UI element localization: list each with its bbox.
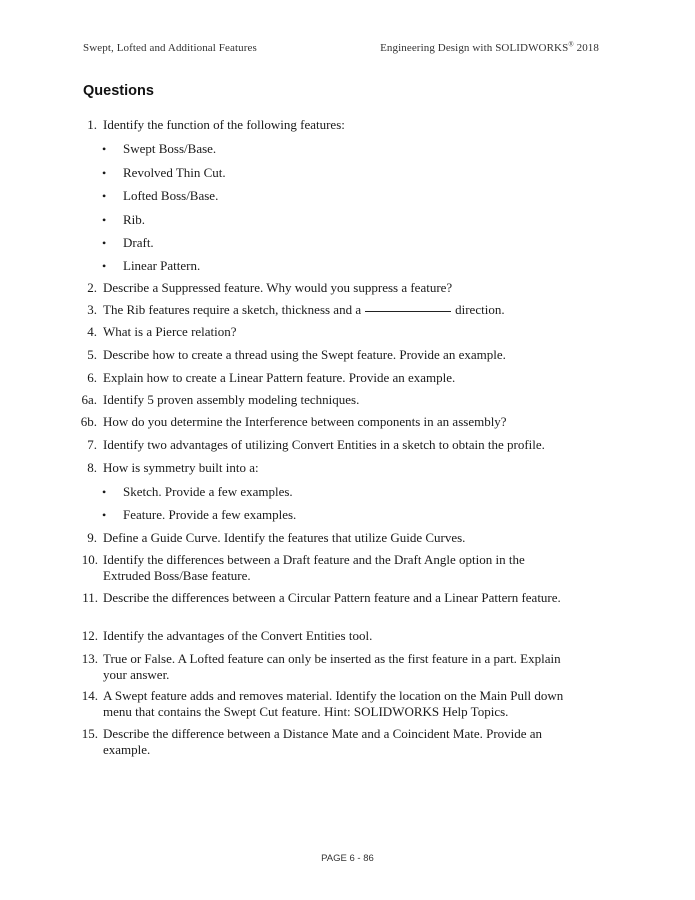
question-text: A Swept feature adds and removes material. Identify the location on the Main Pull down menu that contains the Swept Cut feature. Hint: SOLIDWORKS Help Topics. — [103, 688, 564, 719]
question-number: 6a. — [81, 392, 97, 407]
question-text: Define a Guide Curve. Identify the features that utilize Guide Curves. — [103, 530, 466, 545]
bullet-text: Draft. — [123, 235, 154, 250]
question-text-before-blank: The Rib features require a sketch, thickness and a — [103, 302, 362, 317]
question-text: Explain how to create a Linear Pattern feature. Provide an example. — [103, 370, 456, 385]
question-text: Identify the function of the following features: — [103, 117, 345, 132]
bullet-text: Feature. Provide a few examples. — [123, 507, 297, 522]
question-number: 1. — [87, 117, 97, 132]
bullet-icon: • — [102, 142, 107, 156]
question-number: 8. — [87, 460, 97, 475]
bullet-text: Lofted Boss/Base. — [123, 188, 219, 203]
question-number: 11. — [82, 590, 98, 605]
question-text: Describe a Suppressed feature. Why would you suppress a feature? — [103, 280, 453, 295]
question-number: 6b. — [80, 414, 97, 429]
question-number: 10. — [81, 552, 98, 567]
question-text: Identify 5 proven assembly modeling techniques. — [103, 392, 360, 407]
question-text: How do you determine the Interference between components in an assembly? — [103, 414, 507, 429]
question-number: 6. — [87, 370, 97, 385]
bullet-icon: • — [102, 508, 107, 522]
question-number: 12. — [81, 628, 98, 643]
bullet-text: Rib. — [123, 212, 146, 227]
question-text — [103, 302, 505, 318]
question-number: 3. — [87, 302, 97, 317]
question-text: True or False. A Lofted feature can only be inserted as the first feature in a part. Explain your answer. — [103, 651, 561, 682]
question-number: 14. — [81, 688, 98, 703]
bullet-icon: • — [102, 259, 107, 273]
bullet-text: Linear Pattern. — [123, 258, 201, 273]
question-number: 15. — [81, 726, 98, 741]
question-number: 7. — [87, 437, 97, 452]
book-year: 2018 — [576, 42, 599, 54]
question-text: Identify the differences between a Draft feature and the Draft Angle option in the Extruded Boss/Base feature. — [103, 552, 525, 583]
question-text: Identify the advantages of the Convert Entities tool. — [103, 628, 373, 643]
book-title: Engineering Design with SOLIDWORKS — [380, 42, 569, 54]
bullet-text: Swept Boss/Base. — [123, 141, 217, 156]
question-text: Describe the difference between a Distance Mate and a Coincident Mate. Provide an example. — [103, 726, 543, 757]
fill-in-blank — [365, 310, 451, 312]
question-number: 5. — [87, 347, 97, 362]
registered-mark: ® — [568, 40, 574, 49]
bullet-icon: • — [102, 485, 107, 499]
question-text-after-blank: direction. — [455, 302, 505, 317]
question-number: 9. — [87, 530, 97, 545]
question-number: 13. — [81, 651, 98, 666]
running-header-chapter: Swept, Lofted and Additional Features — [83, 42, 257, 54]
bullet-text: Revolved Thin Cut. — [123, 165, 226, 180]
question-number: 4. — [87, 324, 97, 339]
bullet-icon: • — [102, 189, 107, 203]
bullet-icon: • — [102, 213, 107, 227]
question-text: Describe the differences between a Circular Pattern feature and a Linear Pattern feature. — [103, 590, 561, 605]
bullet-icon: • — [102, 236, 107, 250]
bullet-icon: • — [102, 166, 107, 180]
bullet-text: Sketch. Provide a few examples. — [123, 484, 293, 499]
section-title: Questions — [83, 83, 154, 99]
question-number: 2. — [87, 280, 97, 295]
question-text: Describe how to create a thread using the Swept feature. Provide an example. — [103, 347, 506, 362]
question-text: How is symmetry built into a: — [103, 460, 259, 475]
question-text: What is a Pierce relation? — [103, 324, 237, 339]
question-text: Identify two advantages of utilizing Convert Entities in a sketch to obtain the profile. — [103, 437, 545, 452]
running-header-book — [380, 42, 599, 54]
page-number: PAGE 6 - 86 — [321, 853, 374, 864]
